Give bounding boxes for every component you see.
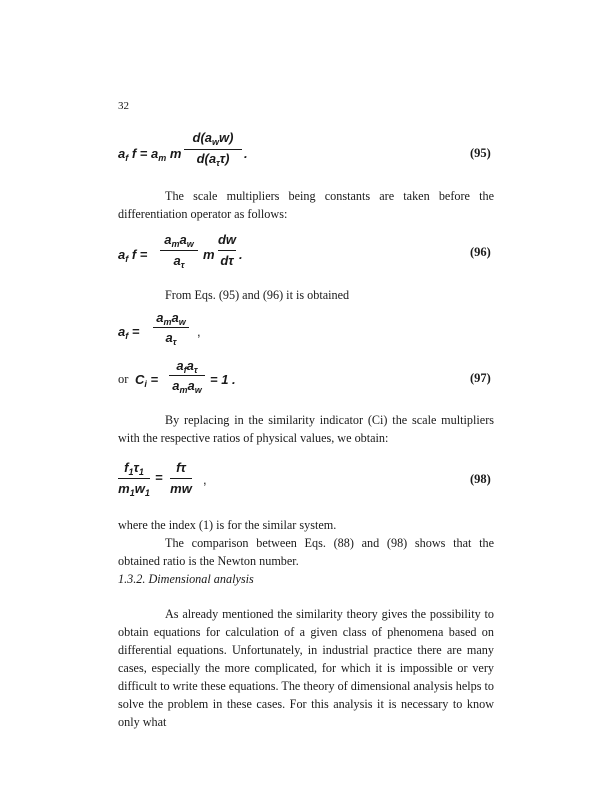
paragraph-similarity-indicator: By replacing in the similarity indicator (Ci) the scale multipliers with the respective ratios of physical values, we obtain:	[118, 413, 494, 445]
paragraph-dimensional-analysis: As already mentioned the similarity theory gives the possibility to obtain equations for calculation of a given class of phenomena based on differential equations. Unfortunately, in industrial practice there are many cases, especially the more complicated, for which it is impossible or very difficult to write these equations. The theory of dimensional analysis helps to solve the problem in these cases. For this analysis it is necessary to know only what	[118, 607, 494, 729]
section-heading: 1.3.2. Dimensional analysis	[118, 572, 254, 586]
equation-number-95: (95)	[470, 146, 491, 160]
page-number: 32	[118, 100, 129, 112]
equation-or-label: or	[118, 372, 129, 386]
equation-number-96: (96)	[470, 245, 491, 259]
paragraph-index-note: where the index (1) is for the similar system.	[118, 518, 337, 532]
paragraph-scale-multipliers: The scale multipliers being constants are taken before the differentiation operator as follows:	[118, 189, 494, 221]
equation-number-97: (97)	[470, 371, 491, 385]
equation-number-98: (98)	[470, 472, 491, 486]
paragraph-newton-number: The comparison between Eqs. (88) and (98) shows that the obtained ratio is the Newton number.	[118, 536, 494, 568]
paragraph-from-eqs: From Eqs. (95) and (96) it is obtained	[165, 288, 350, 302]
